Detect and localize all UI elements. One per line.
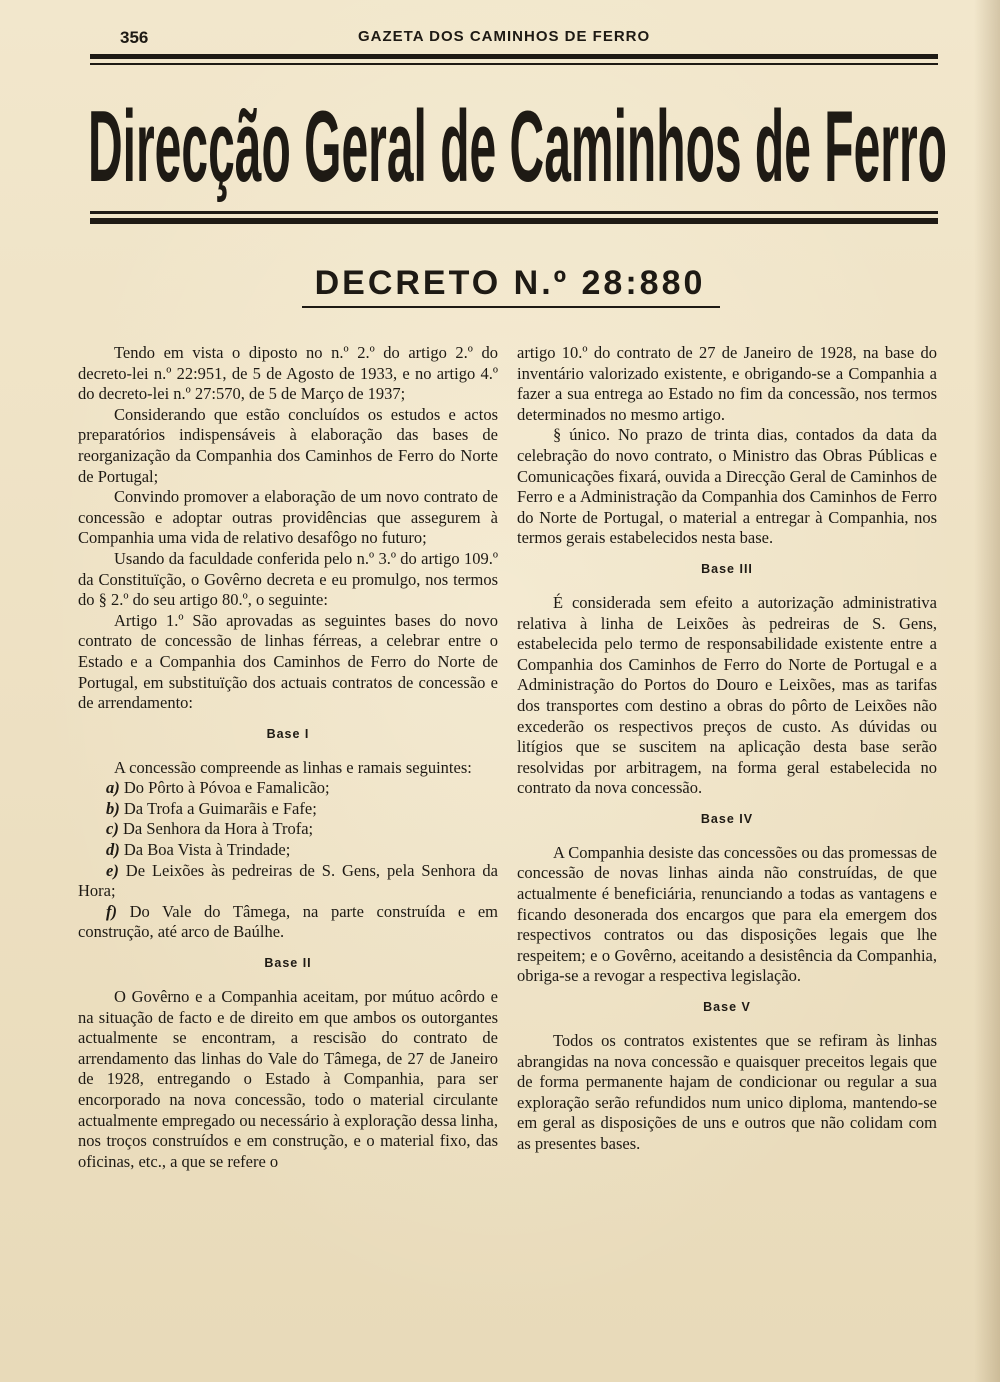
base-2-heading: Base II	[264, 956, 312, 971]
list-item	[78, 840, 498, 861]
base-1-intro: A concessão compreende as linhas e ramais seguintes:	[114, 757, 472, 777]
list-item-label: c)	[106, 819, 119, 839]
list-item-label: b)	[106, 798, 120, 818]
list-item-text: Do Pôrto à Póvoa e Famalicão;	[123, 778, 330, 798]
list-item-label: f)	[106, 901, 117, 921]
base-5-paragraph: Todos os contratos existentes que se refiram às linhas abrangidas na nova concessão e quaisquer preceitos legais que de forma permanente hajam de condicionar ou regular a sua exploração serão refundidos num unico diploma, mantendo-se em geral as disposições de uns e outros que não colidam com as presentes bases.	[517, 1031, 937, 1153]
header-rule-thin	[90, 63, 938, 65]
decree-underline	[302, 306, 720, 308]
decree-title: DECRETO N.º 28:880	[314, 264, 706, 302]
base-1-list	[78, 778, 498, 943]
list-item-text: Da Trofa a Guimarãis e Fafe;	[123, 798, 317, 818]
preamble-paragraph: Tendo em vista o diposto no n.º 2.º do artigo 2.º do decreto-lei n.º 22:951, de 5 de Agosto de 1933, e no artigo 4.º do decreto-lei n.º 27:570, de 5 de Março de 1937;	[78, 343, 498, 404]
list-item-text: Da Boa Vista à Trindade;	[123, 840, 291, 860]
list-item-label: a)	[106, 778, 120, 798]
heading-rule-thin	[90, 211, 938, 214]
journal-title: GAZETA DOS CAMINHOS DE FERRO	[358, 28, 651, 45]
base-3-paragraph: É considerada sem efeito a autorização administrativa relativa à linha de Leixões às pedreiras de S. Gens, estabelecida pelo termo de responsabilidade existente entre a Companhia dos Caminhos de Ferro do Norte de Portugal e a Administração do Portos do Douro e Leixões, mas as tarifas dos transportes com destino a obras do pôrto de Leixões não excederão os respectivos preços de custo. As dúvidas ou litígios que se suscitem na aplicação desta base serão resolvidas por arbitragem, na forma geral estabelecida no contrato da nova concessão.	[517, 592, 937, 798]
base-4-heading: Base IV	[700, 811, 754, 826]
list-item-text: Do Vale do Tâmega, na parte construída e em construção, até arco de Baúlhe.	[78, 901, 498, 942]
list-item-label: e)	[106, 860, 119, 880]
base-2-sole-paragraph: § único. No prazo de trinta dias, contados da data da celebração do novo contrato, o Ministro das Obras Públicas e Comunicações fixará, ouvida a Direcção Geral de Caminhos de Ferro e a Administração da Companhia dos Caminhos de Ferro do Norte de Portugal, o material a entregar à Companhia, nos termos gerais estabelecidos nesta base.	[517, 425, 937, 548]
running-header	[120, 28, 938, 52]
list-item	[78, 819, 498, 840]
list-item	[78, 778, 498, 799]
heading-rule-thick	[90, 218, 938, 224]
header-rule-thick	[90, 54, 938, 59]
base-2-continued-paragraph: artigo 10.º do contrato de 27 de Janeiro de 1928, na base do inventário valorizado existente, e obrigando-se a Companhia a fazer a sua entrega ao Estado no fim da concessão, nos termos determinados no mesmo artigo.	[517, 343, 937, 424]
base-3-heading: Base III	[701, 561, 753, 576]
base-1-heading: Base I	[266, 726, 310, 741]
section-heading: Direcção Geral de Caminhos de Ferro	[88, 92, 947, 204]
list-item	[78, 902, 498, 943]
preamble-paragraph: Usando da faculdade conferida pelo n.º 3.º do artigo 109.º da Constituïção, o Govêrno decreta e eu promulgo, nos termos do § 2.º do seu artigo 80.º, o seguinte:	[78, 548, 498, 610]
preamble-paragraph: Considerando que estão concluídos os estudos e actos preparatórios indispensáveis à elaboração das bases de reorganização da Companhia dos Caminhos de Ferro do Norte de Portugal;	[78, 404, 498, 486]
left-column	[78, 343, 498, 1172]
list-item	[78, 799, 498, 820]
right-column	[517, 343, 937, 1155]
base-4-paragraph: A Companhia desiste das concessões ou das promessas de concessão de novas linhas ainda não construídas, de que actualmente é beneficiária, renunciando a todas as vantagens e ficando desonerada dos encargos que para ela emergem dos respectivos contratos ou das disposições legais que lhe respeitem; e o Govêrno, aceitando a desistência da Companhia, obriga-se a revogar a respectiva legislação.	[517, 842, 937, 986]
list-item-label: d)	[106, 840, 120, 860]
list-item	[78, 861, 498, 902]
base-2-paragraph: O Govêrno e a Companhia aceitam, por mútuo acôrdo e na situação de facto e de direito em que ambos os outorgantes actualmente se encontram, a rescisão do contrato de arrendamento das linhas do Vale do Tâmega, de 27 de Janeiro de 1928, entregando o Estado à Companhia, para ser encorporado na nova concessão, todo o material circulante actualmente empregado ou necessário à exploração dessa linha, nos troços construídos e em construção, e o material fixo, das oficinas, etc., a que se refere o	[78, 987, 498, 1171]
list-item-text: Da Senhora da Hora à Trofa;	[122, 819, 314, 839]
base-5-heading: Base V	[703, 1000, 751, 1015]
article-1-paragraph: Artigo 1.º São aprovadas as seguintes bases do novo contrato de concessão de linhas férreas, a celebrar entre o Estado e a Companhia dos Caminhos de Ferro do Norte de Portugal, em substituïção dos actuais contratos de concessão e de arrendamento:	[78, 610, 498, 713]
preamble-paragraph: Convindo promover a elaboração de um novo contrato de concessão e adoptar outras providências que assegurem à Companhia uma vida de relativo desafôgo no futuro;	[78, 487, 498, 548]
list-item-text: De Leixões às pedreiras de S. Gens, pela Senhora da Hora;	[78, 860, 499, 901]
page-number: 356	[120, 28, 149, 47]
